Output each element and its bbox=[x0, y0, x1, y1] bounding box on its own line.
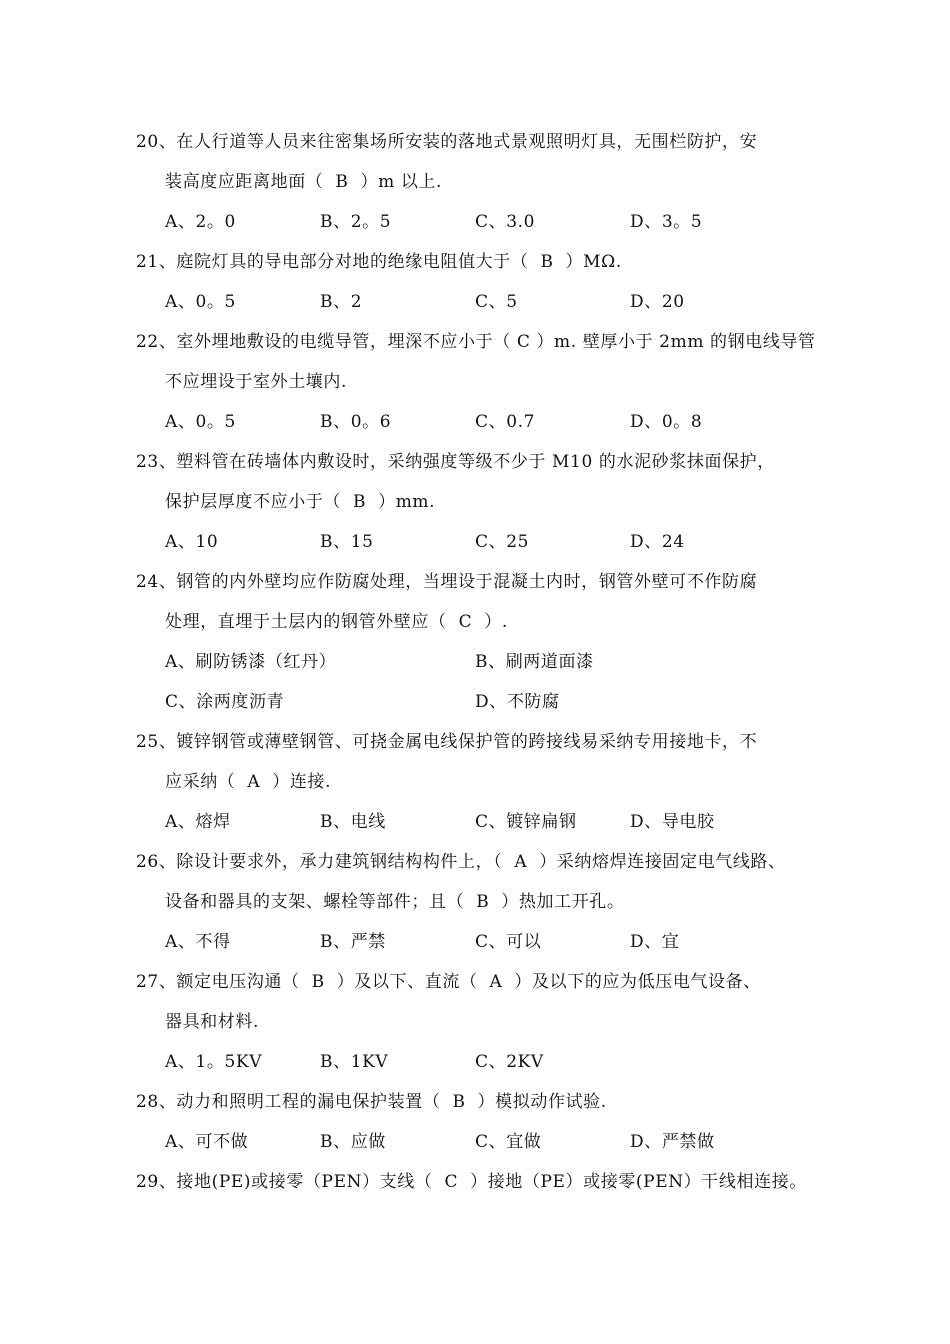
question-26-option-c: C、可以 bbox=[475, 932, 542, 952]
question-26-option-b: B、严禁 bbox=[320, 932, 386, 952]
question-20-option-b: B、2。5 bbox=[320, 212, 392, 232]
question-20-option-d: D、3。5 bbox=[630, 212, 703, 232]
question-25-option-c: C、镀锌扁钢 bbox=[475, 812, 577, 832]
question-22-option-a: A、0。5 bbox=[165, 412, 236, 432]
question-28-option-c: C、宜做 bbox=[475, 1132, 542, 1152]
question-28-option-b: B、应做 bbox=[320, 1132, 386, 1152]
question-24-option-b: B、刷两道面漆 bbox=[475, 652, 594, 672]
question-26-option-d: D、宜 bbox=[630, 932, 680, 952]
question-27-line-1: 27、额定电压沟通（ B ）及以下、直流（ A ）及以下的应为低压电气设备、 bbox=[136, 972, 761, 992]
question-21-option-b: B、2 bbox=[320, 292, 363, 312]
question-28-option-d: D、严禁做 bbox=[630, 1132, 715, 1152]
question-27-option-c: C、2KV bbox=[475, 1052, 544, 1072]
question-23-option-a: A、10 bbox=[165, 532, 219, 552]
question-28-option-a: A、可不做 bbox=[165, 1132, 249, 1152]
question-23-line-2: 保护层厚度不应小于（ B ）mm. bbox=[165, 492, 436, 512]
question-29-line-1: 29、接地(PE)或接零（PEN）支线（ C ）接地（PE）或接零(PEN）干线相连接。 bbox=[136, 1172, 807, 1192]
question-22-option-b: B、0。6 bbox=[320, 412, 392, 432]
question-21-option-d: D、20 bbox=[630, 292, 685, 312]
question-26-option-a: A、不得 bbox=[165, 932, 231, 952]
question-22-option-d: D、0。8 bbox=[630, 412, 703, 432]
question-25-option-d: D、导电胶 bbox=[630, 812, 715, 832]
question-24-line-1: 24、钢管的内外壁均应作防腐处理，当埋设于混凝土内时，钢管外壁可不作防腐 bbox=[136, 572, 758, 592]
question-21-option-a: A、0。5 bbox=[165, 292, 236, 312]
question-21-line-1: 21、庭院灯具的导电部分对地的绝缘电阻值大于（ B ）MΩ. bbox=[136, 252, 622, 272]
question-23-option-c: C、25 bbox=[475, 532, 530, 552]
question-20-option-c: C、3.0 bbox=[475, 212, 536, 232]
question-24-option-a: A、刷防锈漆（红丹） bbox=[165, 652, 337, 672]
question-25-line-2: 应采纳（ A ）连接. bbox=[165, 772, 332, 792]
question-23-line-1: 23、塑料管在砖墙体内敷设时，采纳强度等级不少于 M10 的水泥砂浆抹面保护， bbox=[136, 452, 775, 472]
question-20-option-a: A、2。0 bbox=[165, 212, 236, 232]
question-25-option-b: B、电线 bbox=[320, 812, 386, 832]
question-26-line-2: 设备和器具的支架、螺栓等部件；且（ B ）热加工开孔。 bbox=[165, 892, 625, 912]
question-20-line-2: 装高度应距离地面（ B ）m 以上. bbox=[165, 172, 443, 192]
question-23-option-d: D、24 bbox=[630, 532, 685, 552]
question-22-line-2: 不应埋设于室外土壤内. bbox=[165, 372, 348, 392]
question-22-line-1: 22、室外埋地敷设的电缆导管，埋深不应小于（ C ）m. 壁厚小于 2mm 的钢电线导管 bbox=[136, 332, 816, 352]
question-24-line-2: 处理，直埋于土层内的钢管外壁应（ C ）. bbox=[165, 612, 508, 632]
question-22-option-c: C、0.7 bbox=[475, 412, 536, 432]
question-27-line-2: 器具和材料. bbox=[165, 1012, 260, 1032]
question-20-line-1: 20、在人行道等人员来往密集场所安装的落地式景观照明灯具，无围栏防护，安 bbox=[136, 132, 758, 152]
question-27-option-a: A、1。5KV bbox=[165, 1052, 263, 1072]
question-25-line-1: 25、镀锌钢管或薄壁钢管、可挠金属电线保护管的跨接线易采纳专用接地卡，不 bbox=[136, 732, 758, 752]
question-24-option-c: C、涂两度沥青 bbox=[165, 692, 285, 712]
question-23-option-b: B、15 bbox=[320, 532, 374, 552]
question-28-line-1: 28、动力和照明工程的漏电保护装置（ B ）模拟动作试验. bbox=[136, 1092, 607, 1112]
question-27-option-b: B、1KV bbox=[320, 1052, 389, 1072]
question-26-line-1: 26、除设计要求外，承力建筑钢结构构件上，（ A ）采纳熔焊连接固定电气线路、 bbox=[136, 852, 786, 872]
question-24-option-d: D、不防腐 bbox=[475, 692, 560, 712]
question-25-option-a: A、熔焊 bbox=[165, 812, 231, 832]
question-21-option-c: C、5 bbox=[475, 292, 518, 312]
